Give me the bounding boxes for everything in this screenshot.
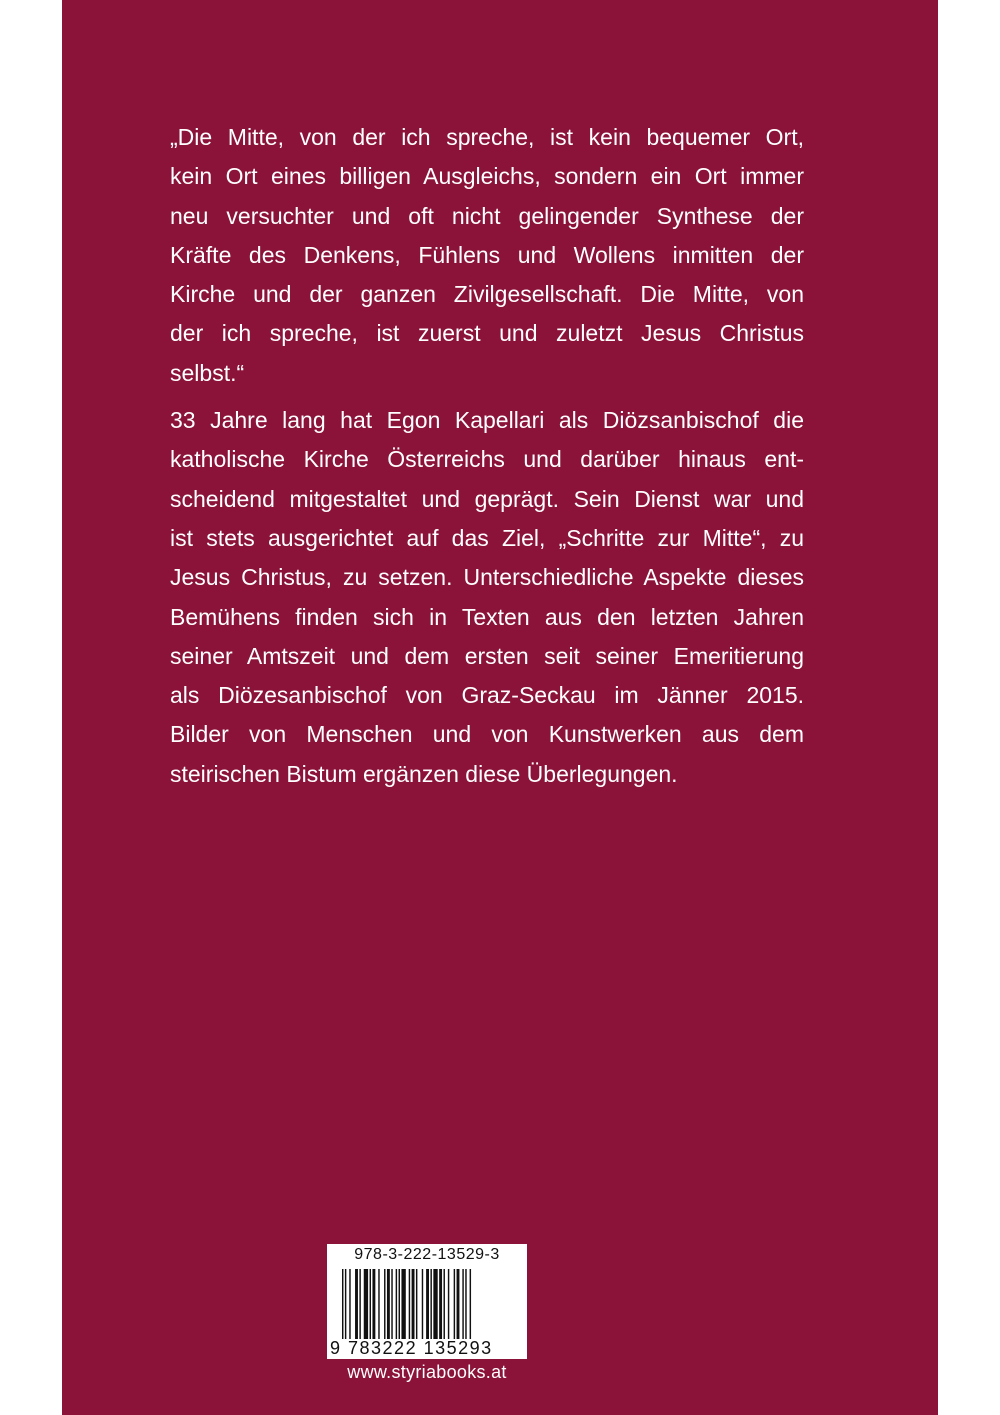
barcode-bars-icon	[342, 1269, 518, 1339]
barcode-bar	[396, 1269, 397, 1339]
barcode-bar	[345, 1269, 346, 1339]
description-paragraph	[170, 401, 804, 794]
barcode-bar	[430, 1269, 431, 1339]
quote-line: selbst.“	[170, 359, 245, 386]
barcode-bar	[454, 1269, 455, 1339]
barcode-bar	[426, 1269, 429, 1339]
barcode-bar	[370, 1269, 371, 1339]
barcode-bar	[409, 1269, 410, 1339]
barcode-bar	[465, 1269, 466, 1339]
quote-line: neu versuchter und oft nicht gelingender Synthese der	[170, 202, 804, 229]
barcode-bar	[391, 1269, 392, 1339]
barcode-bar	[401, 1269, 405, 1339]
description-line: Bilder von Menschen und von Kunstwerken aus dem	[170, 721, 804, 748]
barcode-bar	[355, 1269, 358, 1339]
publisher-url: www.styriabooks.at	[347, 1362, 507, 1382]
description-line: katholische Kirche Österreichs und darüber hinaus ent-	[170, 446, 804, 473]
back-cover	[62, 0, 938, 1415]
barcode-bar	[433, 1269, 437, 1339]
description-line: Bemühens finden sich in Texten aus den letzten Jahren	[170, 603, 804, 630]
description-line: steirischen Bistum ergänzen diese Überlegungen.	[170, 760, 678, 787]
barcode-bar	[359, 1269, 360, 1339]
barcode-bar	[470, 1269, 471, 1339]
quote-line: der ich spreche, ist zuerst und zuletzt Jesus Christus	[170, 320, 804, 347]
barcode-bar	[462, 1269, 463, 1339]
barcode-bar	[439, 1269, 442, 1339]
quote-line: Kräfte des Denkens, Fühlens und Wollens inmitten der	[170, 241, 804, 268]
barcode-bar	[342, 1269, 343, 1339]
barcode-bar	[448, 1269, 449, 1339]
description-line: Jesus Christus, zu setzen. Unterschiedliche Aspekte dieses	[170, 564, 804, 591]
barcode-bar	[412, 1269, 415, 1339]
description-line: scheidend mitgestaltet und geprägt. Sein Dienst war und	[170, 485, 804, 512]
description-line: als Diözesanbischof von Graz-Seckau im Jänner 2015.	[170, 682, 804, 709]
barcode-bar	[372, 1269, 375, 1339]
description-line: seiner Amtszeit und dem ersten seit seiner Emeritierung	[170, 642, 804, 669]
quote-paragraph	[170, 118, 804, 393]
barcode-bar	[399, 1269, 400, 1339]
barcode-bar	[349, 1269, 350, 1339]
isbn-label: 978-3-222-13529-3	[354, 1246, 500, 1263]
barcode-bar	[457, 1269, 460, 1339]
description-line: ist stets ausgerichtet auf das Ziel, „Schritte zur Mitte“, zu	[170, 524, 804, 551]
barcode-bar	[378, 1269, 379, 1339]
barcode-bar	[444, 1269, 445, 1339]
description-line: 33 Jahre lang hat Egon Kapellari als Diözsanbischof die	[170, 407, 804, 434]
barcode-bar	[384, 1269, 385, 1339]
ean-digits: 9 783222 135293	[330, 1338, 493, 1358]
barcode-bar	[387, 1269, 390, 1339]
barcode-bar	[416, 1269, 417, 1339]
blurb-text	[170, 118, 804, 794]
barcode-bar	[364, 1269, 368, 1339]
quote-line: kein Ort eines billigen Ausgleichs, sondern ein Ort immer	[170, 163, 804, 190]
quote-line: „Die Mitte, von der ich spreche, ist kein bequemer Ort,	[170, 124, 804, 150]
barcode	[327, 1244, 527, 1359]
quote-line: Kirche und der ganzen Zivilgesellschaft. Die Mitte, von	[170, 281, 804, 308]
barcode-bar	[422, 1269, 423, 1339]
